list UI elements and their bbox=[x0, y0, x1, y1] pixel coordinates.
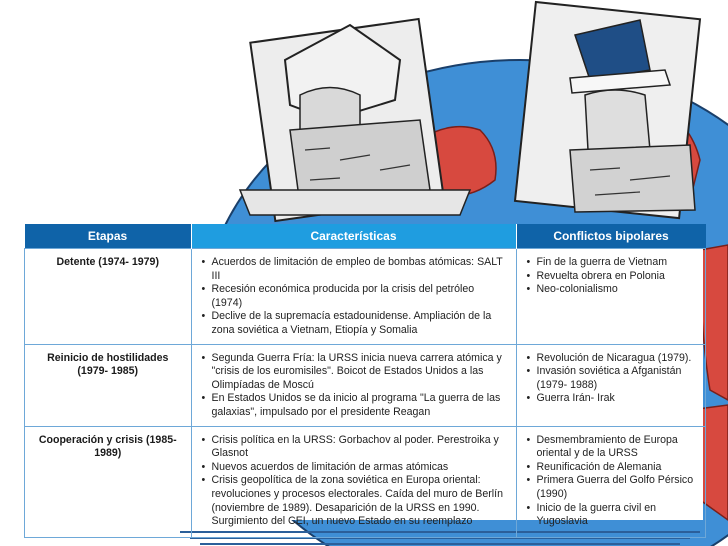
list-item: • Fin de la guerra de Vietnam bbox=[537, 256, 698, 270]
conflicts-cell bbox=[516, 426, 706, 537]
list-item: • Primera Guerra del Golfo Pérsico (1990) bbox=[537, 474, 698, 501]
list-item: • Crisis geopolítica de la zona soviética en Europa oriental: revoluciones y procesos electorales. Caída del muro de Berlín (noviembre de 1989). Desaparición de la URSS en 1990. Surgimiento del CEI, un nuevo Estado en su reemplazo bbox=[212, 474, 508, 528]
list-item: • Recesión económica producida por la crisis del petróleo (1974) bbox=[212, 283, 508, 310]
stage-cell: Detente (1974- 1979) bbox=[25, 249, 192, 345]
list-item: • Acuerdos de limitación de empleo de bombas atómicas: SALT III bbox=[212, 256, 508, 283]
list-item: • Reunificación de Alemania bbox=[537, 461, 698, 475]
header-etapas: Etapas bbox=[25, 224, 192, 249]
list-item: • Desmembramiento de Europa oriental y de la URSS bbox=[537, 434, 698, 461]
characteristics-list bbox=[200, 434, 508, 529]
list-item: • Invasión soviética a Afganistán (1979- 1988) bbox=[537, 365, 698, 392]
table-row bbox=[25, 344, 706, 426]
list-item: • Neo-colonialismo bbox=[537, 283, 698, 297]
list-item: • Segunda Guerra Fría: la URSS inicia nueva carrera atómica y "crisis de los euromisiles". Boicot de Estados Unidos a las Olimpíadas de Moscú bbox=[212, 352, 508, 393]
characteristics-list bbox=[200, 256, 508, 338]
table-header-row bbox=[25, 224, 706, 249]
list-item: • Inicio de la guerra civil en Yugoslavia bbox=[537, 502, 698, 529]
stage-cell: Cooperación y crisis (1985- 1989) bbox=[25, 426, 192, 537]
list-item: • Guerra Irán- Irak bbox=[537, 392, 698, 406]
characteristics-cell bbox=[191, 426, 516, 537]
conflicts-list bbox=[525, 352, 698, 406]
conflicts-cell bbox=[516, 249, 706, 345]
list-item: • En Estados Unidos se da inicio al programa "La guerra de las galaxias", impulsado por el presidente Reagan bbox=[212, 392, 508, 419]
stage-cell: Reinicio de hostilidades (1979- 1985) bbox=[25, 344, 192, 426]
list-item: • Nuevos acuerdos de limitación de armas atómicas bbox=[212, 461, 508, 475]
characteristics-cell bbox=[191, 249, 516, 345]
list-item: • Revolución de Nicaragua (1979). bbox=[537, 352, 698, 366]
conflicts-list bbox=[525, 256, 698, 297]
header-conflictos-bipolares: Conflictos bipolares bbox=[516, 224, 706, 249]
header-caracteristicas: Características bbox=[191, 224, 516, 249]
table-row bbox=[25, 249, 706, 345]
conflicts-cell bbox=[516, 344, 706, 426]
cold-war-stages-table bbox=[24, 224, 706, 538]
characteristics-list bbox=[200, 352, 508, 420]
list-item: • Revuelta obrera en Polonia bbox=[537, 270, 698, 284]
uncle-sam-figure-drawing bbox=[515, 2, 700, 218]
list-item: • Crisis política en la URSS: Gorbachov al poder. Perestroika y Glasnot bbox=[212, 434, 508, 461]
list-item: • Declive de la supremacía estadounidense. Ampliación de la zona soviética a Vietnam, Etiopía y Somalia bbox=[212, 310, 508, 337]
cold-war-stages-table-container bbox=[24, 224, 703, 528]
table-row bbox=[25, 426, 706, 537]
conflicts-list bbox=[525, 434, 698, 529]
characteristics-cell bbox=[191, 344, 516, 426]
